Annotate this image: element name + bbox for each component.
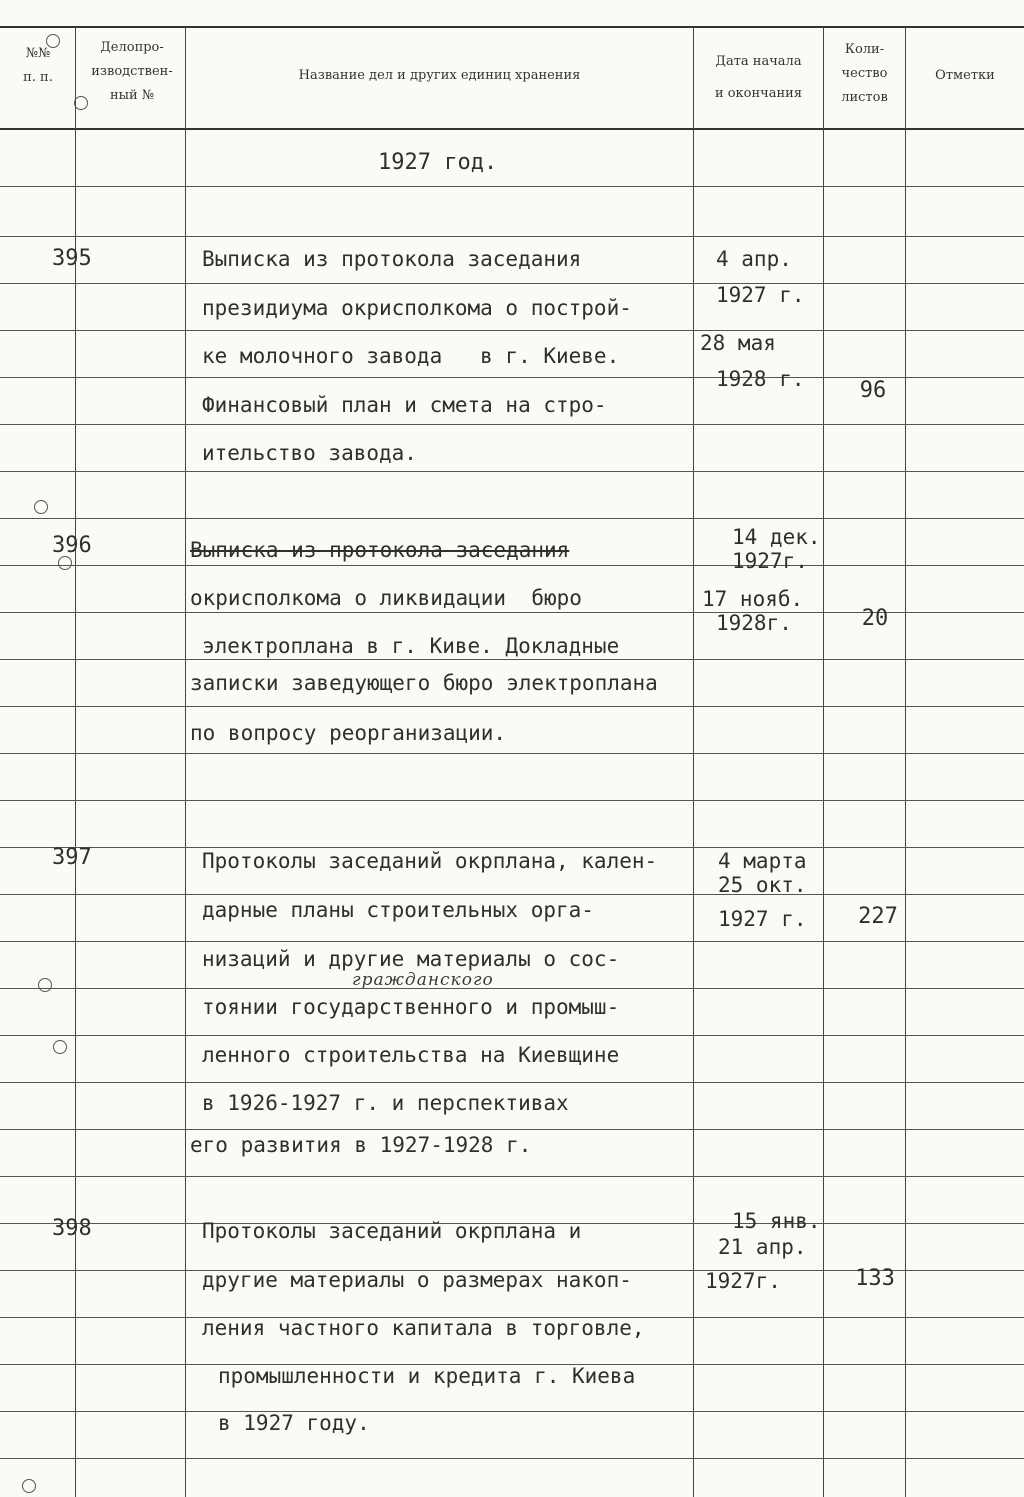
entry-date: 25 окт. <box>718 873 807 897</box>
entry-date: 28 мая <box>700 331 776 355</box>
entry-title-line: Протоколы заседаний окрплана, кален- <box>202 849 658 873</box>
entry-number: 396 <box>52 533 92 558</box>
entry-date: 15 янв. <box>732 1209 821 1233</box>
header-col-office-number: Делопро- изводствен- ный № <box>91 40 173 103</box>
header-bottom-border <box>0 128 1024 130</box>
entry-title-line: ленного строительства на Киевщине <box>202 1043 620 1067</box>
entry-title-line: по вопросу реорганизации. <box>190 721 507 745</box>
entry-title-line: президиума окрисполкома о построй- <box>202 296 632 320</box>
binding-hole <box>53 1040 67 1054</box>
ledger-rule <box>0 1035 1024 1036</box>
entry-title-line: тоянии государственного и промыш- <box>202 995 620 1019</box>
ledger-rule <box>0 706 1024 707</box>
ledger-rule <box>0 1411 1024 1412</box>
binding-hole <box>34 500 48 514</box>
entry-sheet-count: 133 <box>855 1266 895 1291</box>
entry-date: 4 апр. <box>716 247 792 271</box>
entry-title-line: дарные планы строительных орга- <box>202 898 594 922</box>
ledger-rule <box>0 1176 1024 1177</box>
entry-title-line: окрисполкома о ликвидации бюро <box>190 586 582 610</box>
entry-date: 21 апр. <box>718 1235 807 1259</box>
ledger-rule <box>0 471 1024 472</box>
header-col-notes: Отметки <box>935 68 995 83</box>
binding-hole <box>58 556 72 570</box>
ledger-rule <box>0 424 1024 425</box>
entry-title-line: ительство завода. <box>202 441 417 465</box>
ledger-rule <box>0 518 1024 519</box>
entry-title-line: записки заведующего бюро электроплана <box>190 671 658 695</box>
entry-title-line: его развития в 1927-1928 г. <box>190 1133 532 1157</box>
ledger-rule <box>0 941 1024 942</box>
entry-title-line: Выписка из протокола заседания <box>190 538 570 562</box>
column-divider-2 <box>185 27 186 1497</box>
entry-date: 1927 г. <box>718 907 807 931</box>
entry-date: 1927 г. <box>716 283 805 307</box>
ledger-rule <box>0 1082 1024 1083</box>
entry-title-line: Выписка из протокола заседания <box>202 247 582 271</box>
year-heading: 1927 год. <box>378 150 498 175</box>
ledger-rule <box>0 988 1024 989</box>
entry-title-line: промышленности и кредита г. Киева <box>218 1364 636 1388</box>
binding-hole <box>74 96 88 110</box>
binding-hole <box>46 34 60 48</box>
entry-title-line: в 1927 году. <box>218 1411 370 1435</box>
top-border <box>0 26 1024 28</box>
binding-hole <box>38 978 52 992</box>
entry-number: 397 <box>52 845 92 870</box>
entry-date: 1928г. <box>716 611 792 635</box>
binding-hole <box>22 1479 36 1493</box>
header-col-number: №№ п. п. <box>23 46 53 85</box>
entry-title-line: ления частного капитала в торговле, <box>202 1316 645 1340</box>
entry-title-line: другие материалы о размерах накоп- <box>202 1268 632 1292</box>
entry-title-line: Протоколы заседаний окрплана и <box>202 1219 582 1243</box>
entry-sheet-count: 227 <box>858 904 898 929</box>
column-divider-4 <box>823 27 824 1497</box>
ledger-rule <box>0 186 1024 187</box>
ledger-rule <box>0 1458 1024 1459</box>
handwritten-insertion: гражданского <box>352 970 494 990</box>
ledger-rule <box>0 330 1024 331</box>
entry-title-line: электроплана в г. Киве. Докладные <box>202 634 620 658</box>
ledger-rule <box>0 800 1024 801</box>
entry-date: 1928 г. <box>716 367 805 391</box>
entry-date: 1927г. <box>705 1269 781 1293</box>
entry-number: 398 <box>52 1216 92 1241</box>
entry-sheet-count: 20 <box>861 606 889 631</box>
column-divider-3 <box>693 27 694 1497</box>
ledger-rule <box>0 565 1024 566</box>
entry-date: 1927г. <box>732 549 808 573</box>
header-col-sheets: Коли- чество листов <box>841 42 888 105</box>
entry-title-line: Финансовый план и смета на стро- <box>202 393 607 417</box>
header-col-dates: Дата начала и окончания <box>714 54 803 101</box>
ledger-rule <box>0 753 1024 754</box>
entry-title-line: ке молочного завода в г. Киеве. <box>202 344 620 368</box>
header-col-title: Название дел и других единиц хранения <box>298 68 581 83</box>
ledger-rule <box>0 236 1024 237</box>
entry-title-line: в 1926-1927 г. и перспективах <box>202 1091 569 1115</box>
ledger-rule <box>0 283 1024 284</box>
entry-number: 395 <box>52 246 92 271</box>
entry-title-line: низаций и другие материалы о сос- <box>202 947 620 971</box>
entry-date: 14 дек. <box>732 525 821 549</box>
entry-sheet-count: 96 <box>859 378 887 403</box>
entry-date: 17 нояб. <box>702 587 804 611</box>
entry-date: 4 марта <box>718 849 807 873</box>
